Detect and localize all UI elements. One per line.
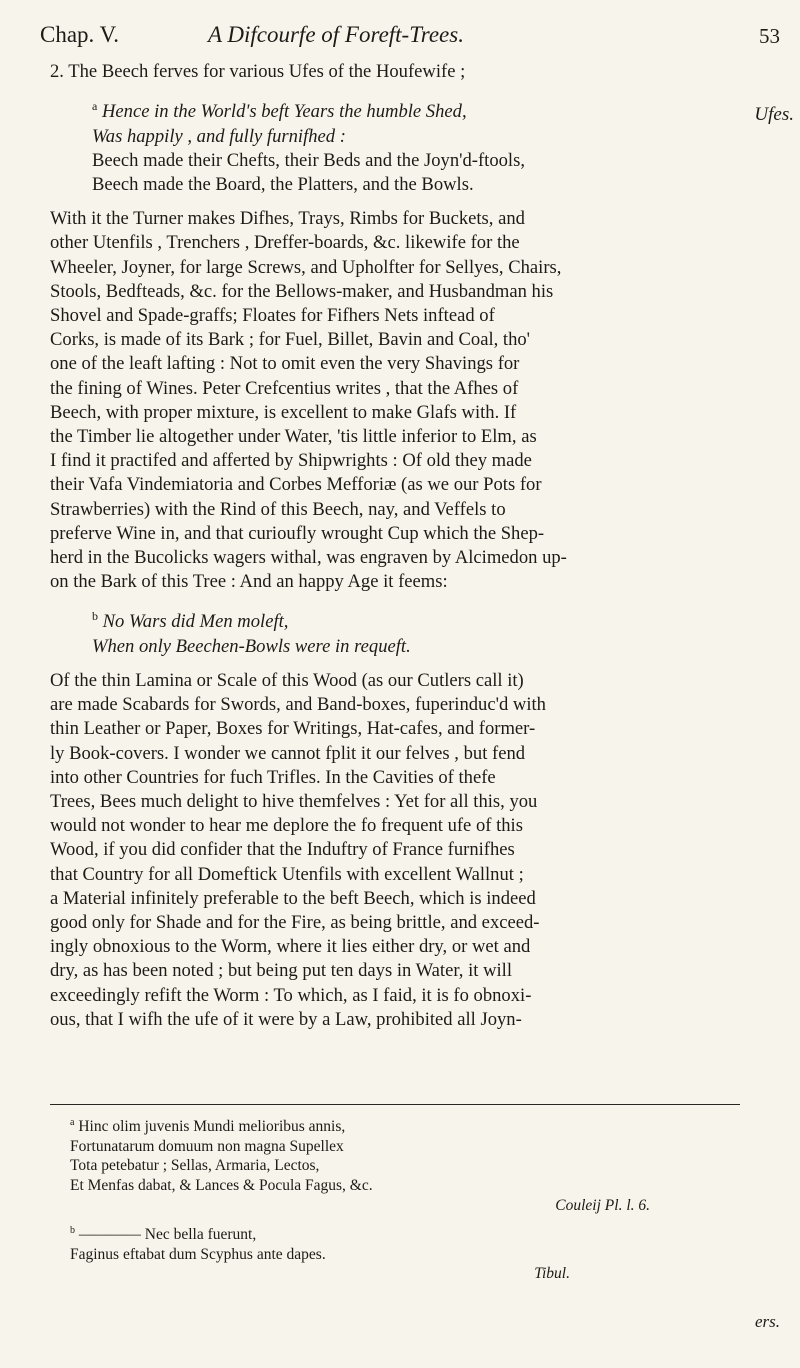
text-line: Corks, is made of its Bark ; for Fuel, Billet, Bavin and Coal, tho' — [50, 329, 531, 351]
text-line: into other Countries for fuch Trifles. In the Cavities of thefe — [50, 766, 496, 788]
text-line: Of the thin Lamina or Scale of this Wood (as our Cutlers call it) — [50, 670, 524, 692]
verse-line: When only Beechen-Bowls were in requeft. — [92, 635, 411, 657]
text-line: the Timber lie altogether under Water, 'tis little inferior to Elm, as — [50, 426, 537, 448]
text-line: thin Leather or Paper, Boxes for Writings, Hat-cafes, and former- — [50, 718, 536, 740]
footnotes — [70, 1113, 710, 1284]
text-line: With it the Turner makes Difhes, Trays, Rimbs for Buckets, and — [50, 208, 525, 230]
text-line: a Material infinitely preferable to the beft Beech, which is indeed — [50, 887, 536, 909]
text-line: Strawberries) with the Rind of this Beech, nay, and Veffels to — [50, 498, 506, 520]
page-number: 53 — [759, 24, 780, 48]
running-title: A Difcourfe of Foreft-Trees. — [208, 22, 464, 47]
verse-line: $^a$ Hence in the World's beft Years the humble Shed, — [92, 99, 467, 123]
text-line: other Utenfils , Trenchers , Dreffer-boards, &c. likewife for the — [50, 232, 520, 254]
text-line: on the Bark of this Tree : And an happy Age it feems: — [50, 571, 448, 593]
text-line: ingly obnoxious to the Worm, where it lies either dry, or wet and — [50, 936, 531, 958]
footnote-marker: b — [92, 609, 98, 624]
footnote-line: Faginus eftabat dum Scyphus ante dapes. — [70, 1245, 326, 1263]
text-line: ly Book-covers. I wonder we cannot fplit it our felves , but fend — [50, 742, 526, 764]
footnote-source: Tibul. — [534, 1265, 570, 1283]
footnote-source: Couleij Pl. l. 6. — [555, 1196, 650, 1214]
text-line: good only for Shade and for the Fire, as being brittle, and exceed- — [50, 912, 540, 934]
text-line: that Country for all Domeftick Utenfils with excellent Wallnut ; — [50, 863, 524, 885]
catchword: ers. — [754, 1312, 780, 1331]
footnote-line: Tota petebatur ; Sellas, Armaria, Lectos, — [70, 1157, 320, 1175]
footnote-line: $^a$ Hinc olim juvenis Mundi melioribus annis, — [70, 1117, 346, 1136]
verse-line: Beech made their Chefts, their Beds and the Joyn'd-ftools, — [92, 149, 525, 171]
text-line: Wheeler, Joyner, for large Screws, and Upholfter for Sellyes, Chairs, — [50, 256, 562, 278]
running-header — [40, 22, 780, 62]
text-line: exceedingly refift the Worm : To which, as I faid, it is fo obnoxi- — [50, 984, 532, 1006]
verse-line: Beech made the Board, the Platters, and the Bowls. — [92, 174, 474, 195]
text-line: herd in the Bucolicks wagers withal, was engraven by Alcimedon up- — [50, 547, 567, 569]
footnote-divider — [50, 1104, 740, 1105]
text-line: 2. The Beech ferves for various Ufes of the Houfewife ; — [50, 61, 466, 82]
text-line: dry, as has been noted ; but being put ten days in Water, it will — [50, 960, 512, 982]
text-line: Beech, with proper mixture, is excellent to make Glafs with. If — [50, 401, 517, 423]
text-line: are made Scabards for Swords, and Band-boxes, fuperinduc'd with — [50, 694, 546, 716]
text-line: I find it practifed and afferted by Shipwrights : Of old they made — [50, 450, 532, 472]
text-line: their Vafa Vindemiatoria and Corbes Mefforiæ (as we our Pots for — [50, 474, 542, 496]
text-line: ous, that I wifh the ufe of it were by a Law, prohibited all Joyn- — [50, 1008, 522, 1030]
text-line: the fining of Wines. Peter Crefcentius writes , that the Afhes of — [50, 377, 519, 399]
text-line: Stools, Bedfteads, &c. for the Bellows-maker, and Husbandman his — [50, 280, 554, 302]
text-line: one of the leaft lafting : Not to omit even the very Shavings for — [50, 353, 520, 375]
text-line: would not wonder to hear me deplore the fo frequent ufe of this — [50, 815, 523, 837]
text-line: Shovel and Spade-graffs; Floates for Fifhers Nets inftead of — [50, 305, 495, 327]
footnote-line: Fortunatarum domuum non magna Supellex — [70, 1137, 344, 1155]
footnote-line: $^b$ ———— Nec bella fuerunt, — [70, 1225, 257, 1244]
footnote-line: Et Menfas dabat, & Lances & Pocula Fagus, &c. — [70, 1176, 373, 1194]
verse-line: Was happily , and fully furnifhed : — [92, 125, 346, 147]
main-text — [50, 60, 750, 1032]
chapter-label: Chap. V. — [40, 22, 120, 47]
margin-note: Ufes. — [754, 104, 794, 125]
text-line: Wood, if you did confider that the Induftry of France furnifhes — [50, 839, 515, 861]
verse-line: $^b$ No Wars did Men moleft, — [92, 609, 289, 633]
footnote-marker: a — [92, 99, 98, 114]
text-line: Trees, Bees much delight to hive themfelves : Yet for all this, you — [50, 791, 538, 813]
text-line: preferve Wine in, and that curioufly wrought Cup which the Shep- — [50, 522, 545, 544]
